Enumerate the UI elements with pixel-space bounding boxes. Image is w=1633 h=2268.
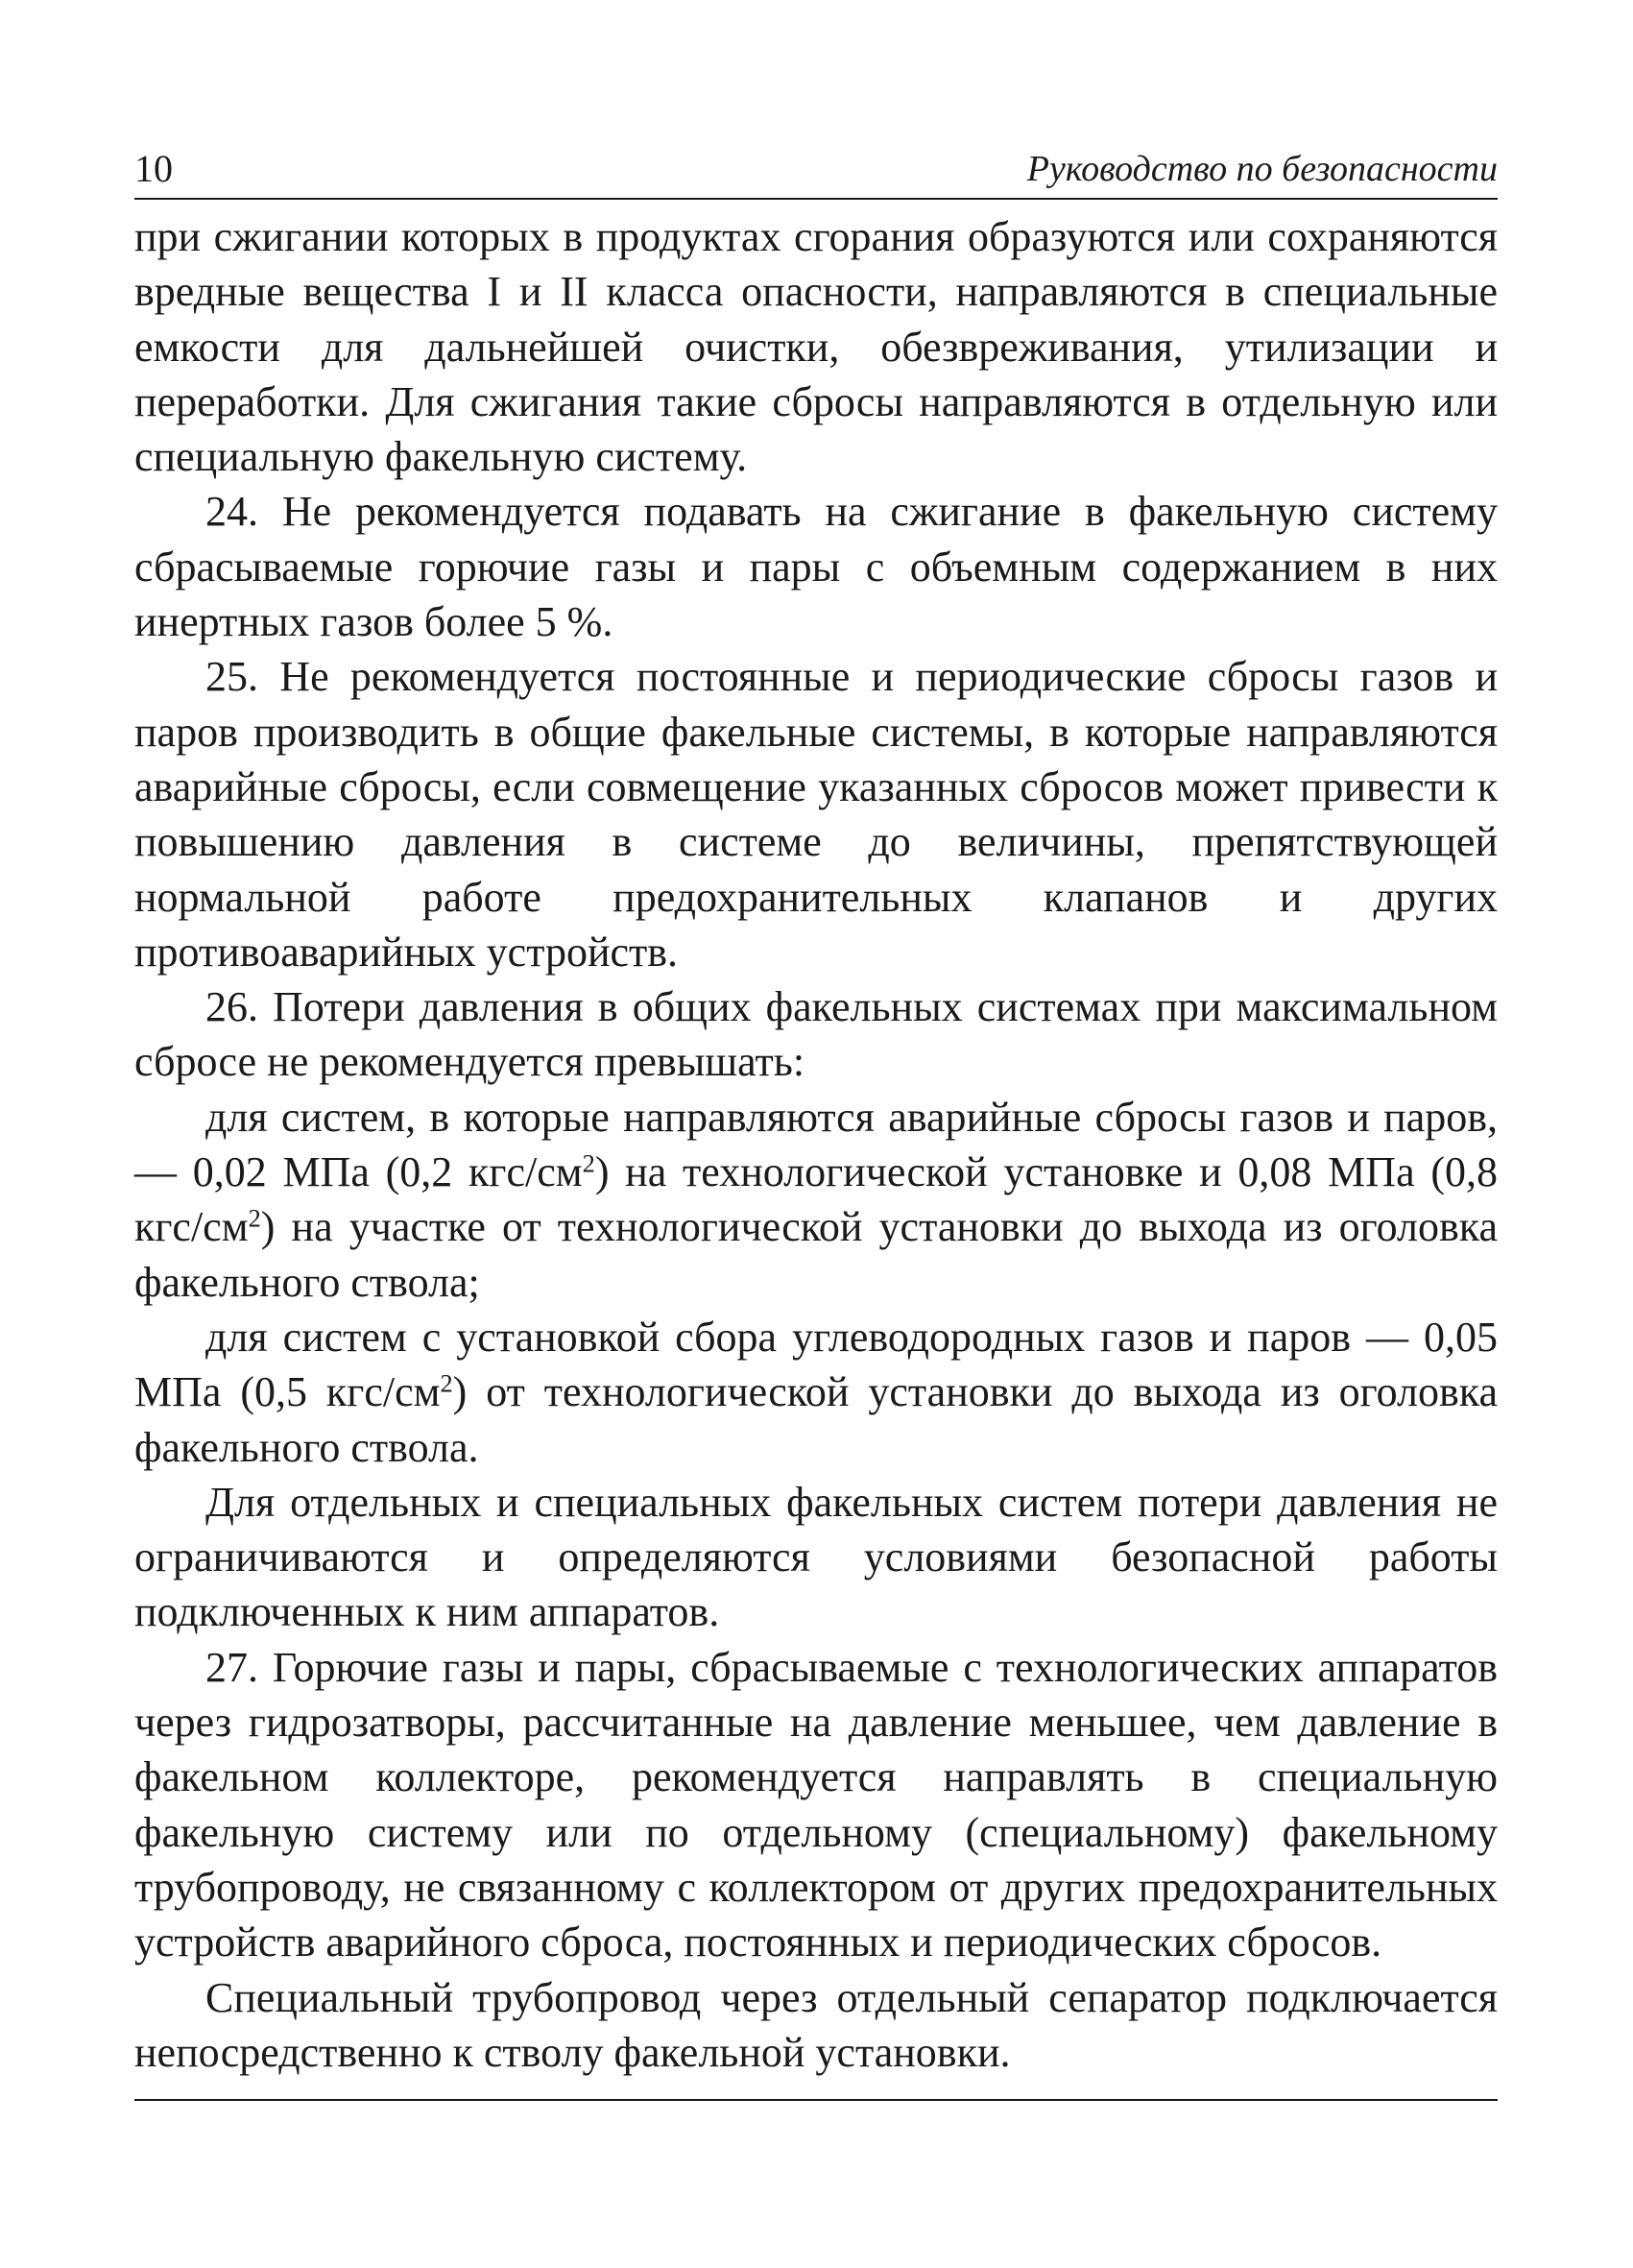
- running-header: [134, 142, 1498, 200]
- text-segment: ) на участке от технологической установки до выхода из оголовка факельного ствола;: [134, 1203, 1498, 1306]
- footer-divider: [134, 2099, 1498, 2101]
- text-segment: ) от технологической установки до выхода из оголовка факельного ствола.: [134, 1368, 1498, 1471]
- paragraph-26-emergency-systems: [134, 1090, 1498, 1310]
- paragraph-separate-systems: Для отдельных и специальных факельных систем потери давления не ограничиваются и определяются условиями безопасной работы подключенных к ним аппаратов.: [134, 1478, 1498, 1636]
- superscript-2: 2: [440, 1368, 453, 1398]
- paragraph-25: 25. Не рекомендуется постоянные и периодические сбросы газов и паров производить в общие факельные системы, в которые направляются аварийные сбросы, если совмещение указанных сбросов может привести к повышению давления в системе до величины, препятствующей нормальной работе предохранительных клапанов и других противоаварийных устройств.: [134, 653, 1498, 976]
- superscript-2: 2: [582, 1148, 595, 1178]
- paragraph-24: 24. Не рекомендуется подавать на сжигание в факельную систему сбрасываемые горючие газы и пары с объемным содержанием в них инертных газов более 5 %.: [134, 488, 1498, 646]
- paragraph-26-collection-systems: [134, 1310, 1498, 1475]
- text-segment: ) на технологической установке и 0,08 МПа (0,8 кгс/см: [134, 1148, 1498, 1251]
- superscript-2: 2: [248, 1203, 261, 1233]
- paragraph-special-pipeline: Специальный трубопровод через отдельный сепаратор подключается непосредственно к стволу факельной установки.: [134, 1973, 1498, 2076]
- page-number: 10: [134, 147, 173, 190]
- text-segment: для систем, в которые направляются аварийные сбросы газов и паров, — 0,02 МПа (0,2 кгс/см: [134, 1093, 1498, 1196]
- body-text: [134, 209, 1498, 2080]
- text-segment: для систем с установкой сбора углеводородных газов и паров — 0,05 МПа (0,5 кгс/см: [134, 1313, 1498, 1416]
- paragraph-26: 26. Потери давления в общих факельных системах при максимальном сбросе не рекомендуется превышать:: [134, 983, 1498, 1086]
- paragraph-27: 27. Горючие газы и пары, сбрасываемые с технологических аппаратов через гидрозатворы, рассчитанные на давление меньшее, чем давление в факельном коллекторе, рекомендуется направлять в специальную факельную систему или по отдельному (специальному) факельному трубопроводу, не связанному с коллектором от других предохранительных устройств аварийного сброса, постоянных и периодических сбросов.: [134, 1643, 1498, 1966]
- paragraph-continuation: при сжигании которых в продуктах сгорания образуются или сохраняются вредные вещества I и II класса опасности, направляются в специальные емкости для дальнейшей очистки, обезвреживания, утилизации и переработки. Для сжигания такие сбросы направляются в отдельную или специальную факельную систему.: [134, 213, 1498, 481]
- running-title: Руководство по безопасности: [1026, 149, 1498, 189]
